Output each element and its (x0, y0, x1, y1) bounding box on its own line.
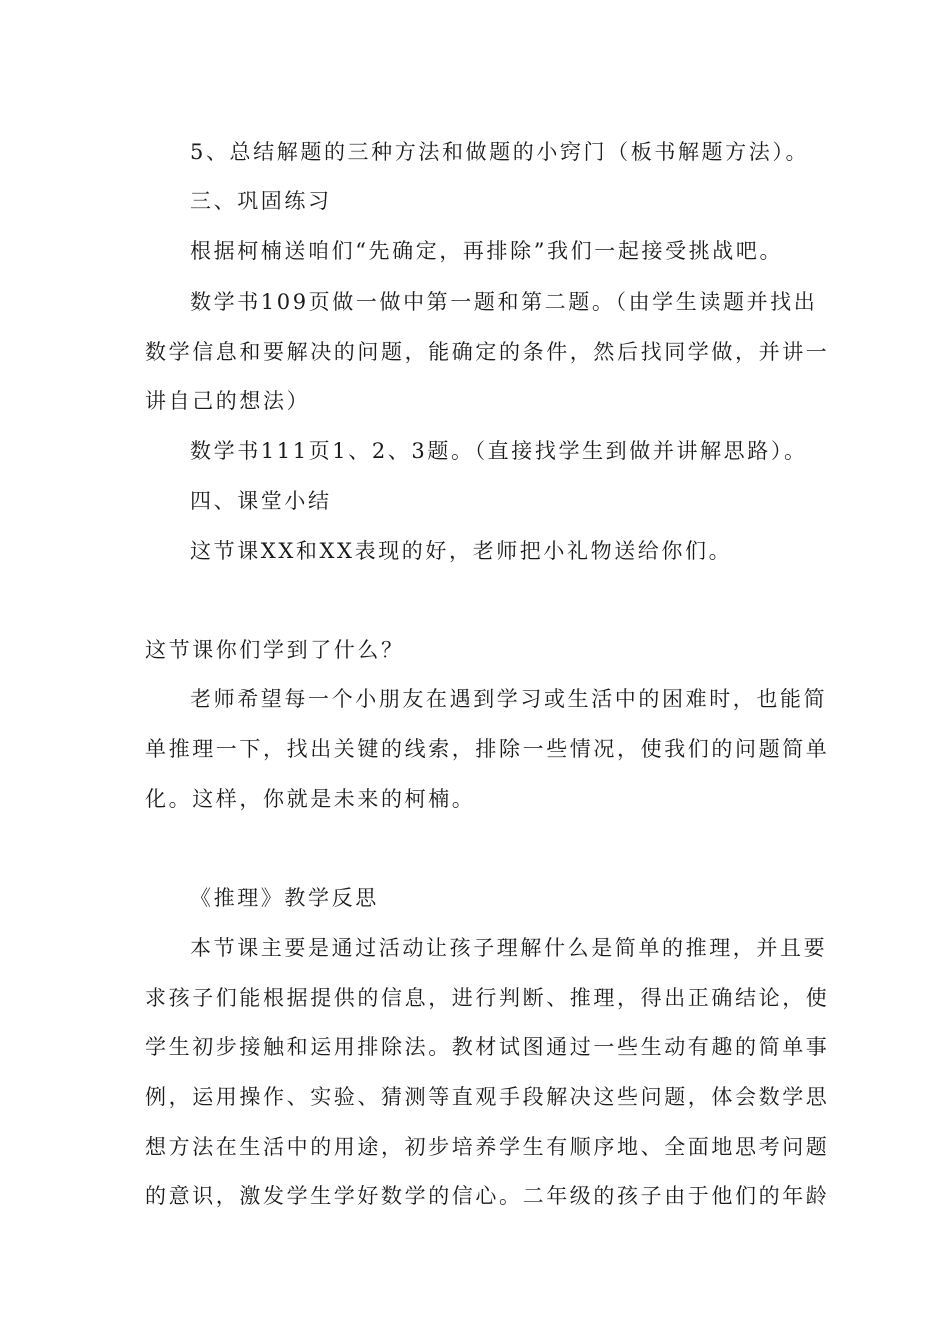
reflection-line-4: 例，运用操作、实验、猜测等直观手段解决这些问题，体会数学思 (145, 1085, 830, 1109)
section-heading-summary: 四、课堂小结 (190, 489, 332, 513)
reflection-line-5: 想方法在生活中的用途，初步培养学生有顺序地、全面地思考问题 (145, 1135, 830, 1159)
reflection-title: 《推理》教学反思 (190, 886, 379, 910)
reflection-line-1: 本节课主要是通过活动让孩子理解什么是简单的推理，并且要 (190, 936, 828, 960)
paragraph-question: 这节课你们学到了什么？ (145, 638, 405, 662)
paragraph-praise: 这节课XX和XX表现的好，老师把小礼物送给你们。 (190, 539, 733, 563)
summary-step-5: 5、总结解题的三种方法和做题的小窍门（板书解题方法）。 (190, 140, 810, 164)
paragraph-hope-line-2: 单推理一下，找出关键的线索，排除一些情况，使我们的问题简单 (145, 737, 830, 761)
reflection-line-2: 求孩子们能根据提供的信息，进行判断、推理，得出正确结论，使 (145, 986, 830, 1010)
paragraph-exercise-109-line-3: 讲自己的想法） (145, 389, 311, 413)
paragraph-challenge: 根据柯楠送咱们“先确定，再排除”我们一起接受挑战吧。 (190, 239, 784, 263)
paragraph-exercise-109-line-2: 数学信息和要解决的问题，能确定的条件，然后找同学做，并讲一 (145, 340, 830, 364)
paragraph-exercise-109-line-1: 数学书109页做一做中第一题和第二题。（由学生读题并找出 (190, 290, 818, 314)
paragraph-exercise-111: 数学书111页1、2、3题。（直接找学生到做并讲解思路）。 (190, 439, 808, 463)
section-heading-practice: 三、巩固练习 (190, 189, 332, 213)
reflection-line-3: 学生初步接触和运用排除法。教材试图通过一些生动有趣的简单事 (145, 1035, 830, 1059)
paragraph-hope-line-1: 老师希望每一个小朋友在遇到学习或生活中的困难时，也能简 (190, 687, 828, 711)
paragraph-hope-line-3: 化。这样，你就是未来的柯楠。 (145, 787, 476, 811)
reflection-line-6: 的意识，激发学生学好数学的信心。二年级的孩子由于他们的年龄 (145, 1184, 830, 1208)
